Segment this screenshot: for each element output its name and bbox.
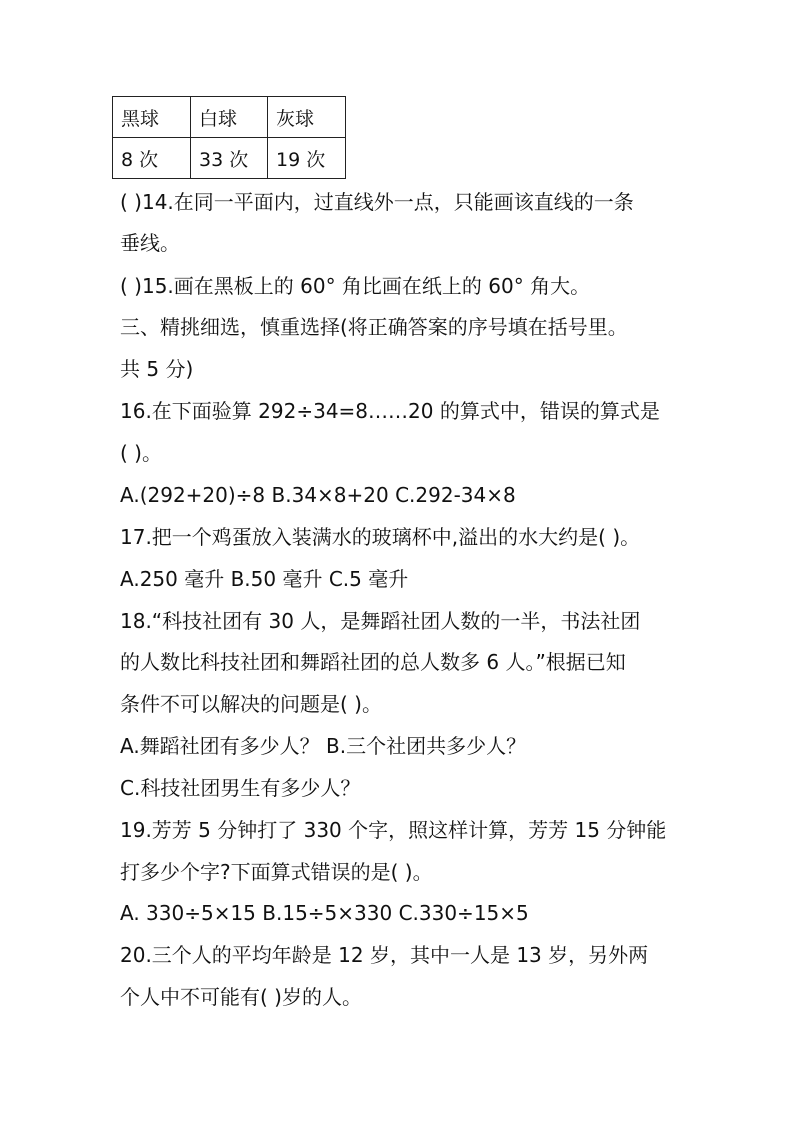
question-15: ( )15.画在黑板上的 60° 角比画在纸上的 60° 角大。 <box>120 274 591 298</box>
question-16-line-2: ( )。 <box>120 441 162 465</box>
question-17: 17.把一个鸡蛋放入装满水的玻璃杯中,溢出的水大约是( )。 <box>120 525 641 549</box>
question-19-line-2: 打多少个字?下面算式错误的是( )。 <box>120 860 433 884</box>
table-cell-black: 8 次 <box>113 138 191 179</box>
question-19-options: A. 330÷5×15 B.15÷5×330 C.330÷15×5 <box>120 901 529 925</box>
question-18-line-2: 的人数比科技社团和舞蹈社团的总人数多 6 人。”根据已知 <box>120 650 626 674</box>
question-18-options-2: C.科技社团男生有多少人？ <box>120 776 361 800</box>
question-16-line-1: 16.在下面验算 292÷34=8……20 的算式中，错误的算式是 <box>120 399 660 423</box>
question-20-line-2: 个人中不可能有( )岁的人。 <box>120 985 362 1009</box>
question-14-line-1: ( )14.在同一平面内，过直线外一点，只能画该直线的一条 <box>120 190 634 214</box>
question-18-options-1: A.舞蹈社团有多少人？ B.三个社团共多少人？ <box>120 734 527 758</box>
table-header-white: 白球 <box>191 97 268 138</box>
table-header-gray: 灰球 <box>268 97 346 138</box>
section-3-heading-line-2: 共 5 分) <box>120 357 194 381</box>
question-17-options: A.250 毫升 B.50 毫升 C.5 毫升 <box>120 567 409 591</box>
question-18-line-1: 18.“科技社团有 30 人，是舞蹈社团人数的一半，书法社团 <box>120 609 641 633</box>
question-16-options: A.(292+20)÷8 B.34×8+20 C.292-34×8 <box>120 483 516 507</box>
table-header-black: 黑球 <box>113 97 191 138</box>
section-3-heading-line-1: 三、精挑细选，慎重选择(将正确答案的序号填在括号里。 <box>120 315 628 339</box>
question-19-line-1: 19.芳芳 5 分钟打了 330 个字，照这样计算，芳芳 15 分钟能 <box>120 818 667 842</box>
table-cell-white: 33 次 <box>191 138 268 179</box>
ball-count-table <box>112 96 346 179</box>
table-row <box>113 97 346 138</box>
table-cell-gray: 19 次 <box>268 138 346 179</box>
question-20-line-1: 20.三个人的平均年龄是 12 岁，其中一人是 13 岁，另外两 <box>120 943 649 967</box>
question-18-line-3: 条件不可以解决的问题是( )。 <box>120 692 382 716</box>
question-14-line-2: 垂线。 <box>120 231 180 255</box>
table-row <box>113 138 346 179</box>
